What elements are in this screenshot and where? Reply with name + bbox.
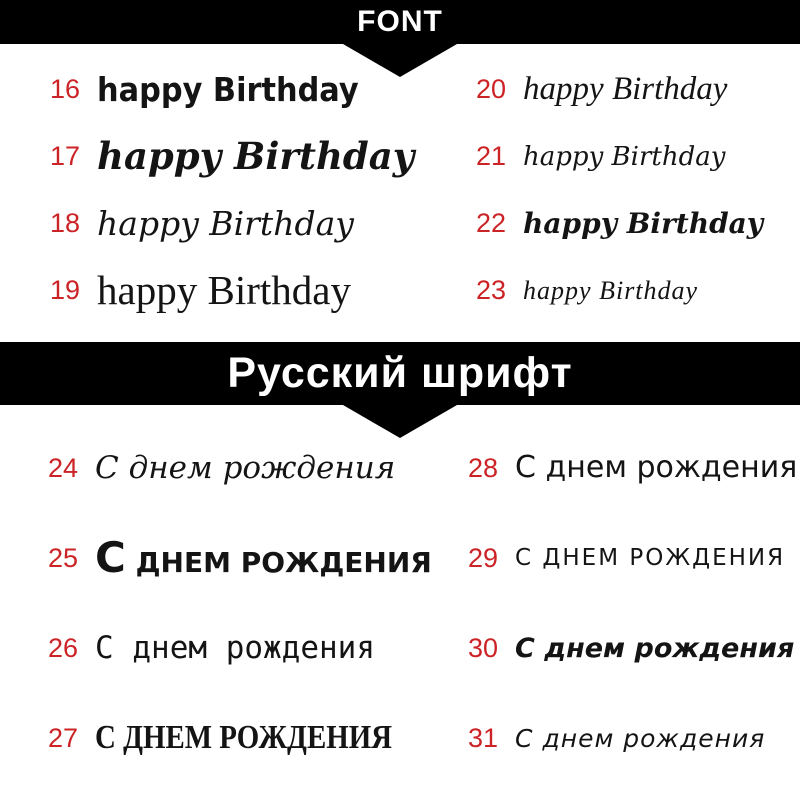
font-preview-25: С ДНЕМ РОЖДЕНИЯ bbox=[95, 533, 432, 582]
font-preview-24: С днем рождения bbox=[95, 449, 396, 486]
font-sample-17 bbox=[0, 123, 415, 190]
font-number-25: 25 bbox=[48, 542, 79, 573]
font-number-31: 31 bbox=[468, 722, 499, 753]
english-right-column bbox=[400, 56, 800, 324]
font-preview-20: happy Birthday bbox=[523, 71, 728, 107]
font-preview-26: С днем рождения bbox=[95, 629, 376, 666]
font-sample-25 bbox=[0, 513, 432, 603]
font-sample-18 bbox=[0, 190, 400, 257]
font-number-16: 16 bbox=[50, 74, 81, 104]
russian-font-samples bbox=[0, 423, 800, 783]
font-section-title: FONT bbox=[357, 5, 443, 38]
font-preview-27: С ДНЕМ РОЖДЕНИЯ bbox=[95, 719, 393, 756]
font-preview-31: С днем рождения bbox=[515, 723, 766, 753]
font-sample-16 bbox=[0, 56, 400, 123]
russian-section-title: Русский шрифт bbox=[227, 349, 573, 397]
russian-right-column bbox=[400, 423, 800, 783]
font-section-banner bbox=[0, 0, 800, 44]
font-preview-18: happy Birthday bbox=[97, 204, 354, 243]
font-preview-21: happy Birthday bbox=[523, 141, 726, 172]
font-sample-24 bbox=[0, 423, 400, 513]
font-sample-27 bbox=[0, 693, 400, 783]
english-font-samples bbox=[0, 56, 800, 324]
font-preview-30: С днем рождения bbox=[515, 632, 795, 664]
font-sample-30 bbox=[400, 603, 800, 693]
font-number-19: 19 bbox=[50, 275, 81, 305]
font-sample-29 bbox=[400, 513, 800, 603]
font-sample-19 bbox=[0, 257, 400, 324]
font-number-23: 23 bbox=[476, 275, 507, 305]
font-number-17: 17 bbox=[50, 141, 81, 171]
font-number-28: 28 bbox=[468, 452, 499, 483]
font-number-26: 26 bbox=[48, 632, 79, 663]
font-preview-28: С днем рождения bbox=[515, 450, 798, 485]
font-sample-22 bbox=[400, 190, 800, 257]
font-sample-26 bbox=[0, 603, 400, 693]
font-number-24: 24 bbox=[48, 452, 79, 483]
english-left-column bbox=[0, 56, 415, 324]
font-preview-17: happy Birthday bbox=[97, 134, 415, 178]
font-preview-16: happy Birthday bbox=[97, 70, 359, 109]
russian-section-banner bbox=[0, 342, 800, 405]
font-sample-23 bbox=[400, 257, 800, 324]
font-number-22: 22 bbox=[476, 208, 507, 238]
font-sample-31 bbox=[400, 693, 800, 783]
font-number-18: 18 bbox=[50, 208, 81, 238]
font-sample-28 bbox=[400, 423, 800, 513]
font-preview-29: С ДНЕМ РОЖДЕНИЯ bbox=[515, 544, 786, 571]
font-preview-23: happy Birthday bbox=[523, 275, 699, 305]
font-preview-19: happy Birthday bbox=[97, 267, 351, 313]
font-number-27: 27 bbox=[48, 722, 79, 753]
font-sample-20 bbox=[400, 56, 800, 123]
font-preview-22: happy Birthday bbox=[523, 206, 764, 240]
font-number-29: 29 bbox=[468, 542, 499, 573]
font-sample-21 bbox=[400, 123, 800, 190]
font-number-20: 20 bbox=[476, 74, 507, 104]
russian-left-column bbox=[0, 423, 432, 783]
font-number-21: 21 bbox=[476, 141, 507, 171]
font-number-30: 30 bbox=[468, 632, 499, 663]
